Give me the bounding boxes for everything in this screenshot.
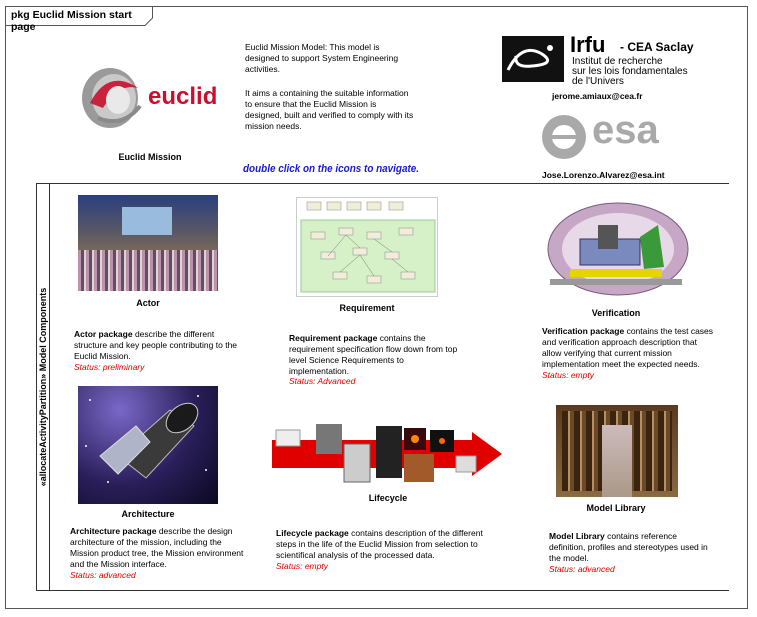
actor-description (74, 329, 249, 362)
verification-status: Status: empty (542, 370, 594, 380)
requirement-caption: Requirement (339, 303, 395, 313)
esa-contact: Jose.Lorenzo.Alvarez@esa.int (542, 170, 665, 180)
requirement-icon[interactable] (296, 197, 438, 297)
irfu-line-3: de l'Univers (572, 76, 624, 87)
lifecycle-desc: contains description of the different steps in the life of the Euclid Mission from selection to scientifical analysis of the processed data. (276, 528, 483, 560)
spacecraft-icon (78, 386, 218, 504)
model-library-caption: Model Library (586, 503, 646, 513)
package-title: pkg Euclid Mission start page (11, 9, 132, 33)
actor-caption: Actor (136, 298, 160, 308)
irfu-line-2: sur les lois fondamentales (572, 66, 688, 77)
actor-title: Actor package (74, 329, 133, 339)
architecture-desc: describe the design architecture of the mission, including the Mission product tree, the Mission environment and the Mission interface. (70, 526, 244, 569)
lifecycle-caption: Lifecycle (368, 493, 408, 503)
requirement-title: Requirement package (289, 333, 378, 343)
architecture-status: Status: advanced (70, 570, 136, 580)
irfu-title: Irfu (570, 32, 606, 57)
partition-label: «allocateActivityPartition» Model Components (37, 287, 48, 487)
requirement-desc: contains the requirement specification flow down from top level Science Requirements to implementation. (289, 333, 458, 376)
model-library-status: Status: advanced (549, 564, 615, 574)
model-library-description (549, 531, 709, 564)
verification-desc: contains the test cases and verification approach description that allow verifying that current mission implementation meet the expected needs. (542, 326, 714, 369)
requirement-status: Status: Advanced (289, 376, 356, 386)
esa-emblem-icon (540, 112, 590, 162)
irfu-contact: jerome.amiaux@cea.fr (552, 91, 643, 101)
model-library-desc: contains reference definition, profiles and stereotypes used in the model. (549, 531, 708, 563)
lifecycle-description (276, 528, 496, 561)
partition-header (36, 183, 50, 591)
irfu-line-1: Institut de recherche (572, 56, 663, 67)
euclid-logo-text: euclid (148, 83, 218, 110)
actor-status: Status: preliminary (74, 362, 145, 372)
architecture-icon[interactable] (78, 386, 218, 504)
verification-icon[interactable] (540, 197, 692, 301)
irfu-logo (502, 32, 712, 87)
esa-logo (540, 108, 690, 162)
verification-description (542, 326, 717, 370)
esa-text: esa (592, 108, 659, 152)
intro-description-1: Euclid Mission Model: This model is designed to support System Engineering activities. (245, 42, 399, 74)
intro-description-2: It aims a containing the suitable information to ensure that the Euclid Mission is designed, built and verified to comply with its mission needs. (245, 88, 414, 131)
irfu-emblem-icon (502, 36, 564, 82)
irfu-subtitle: - CEA Saclay (620, 40, 694, 54)
model-library-icon[interactable] (556, 405, 678, 497)
requirement-description (289, 333, 464, 377)
package-tab (5, 6, 153, 33)
lifecycle-icon[interactable] (272, 420, 504, 490)
actor-desc: describe the different structure and key people contributing to the Euclid Mission. (74, 329, 238, 361)
euclid-logo[interactable] (78, 58, 218, 138)
lifecycle-title: Lifecycle package (276, 528, 349, 538)
verification-title: Verification package (542, 326, 625, 336)
euclid-mission-caption: Euclid Mission (118, 152, 182, 162)
model-library-title: Model Library (549, 531, 605, 541)
navigate-hint: double click on the icons to navigate. (243, 163, 420, 175)
architecture-caption: Architecture (121, 509, 175, 519)
architecture-title: Architecture package (70, 526, 157, 536)
architecture-description (70, 526, 250, 570)
verification-caption: Verification (591, 308, 641, 318)
actor-icon[interactable] (78, 195, 218, 291)
lifecycle-status: Status: empty (276, 561, 328, 571)
